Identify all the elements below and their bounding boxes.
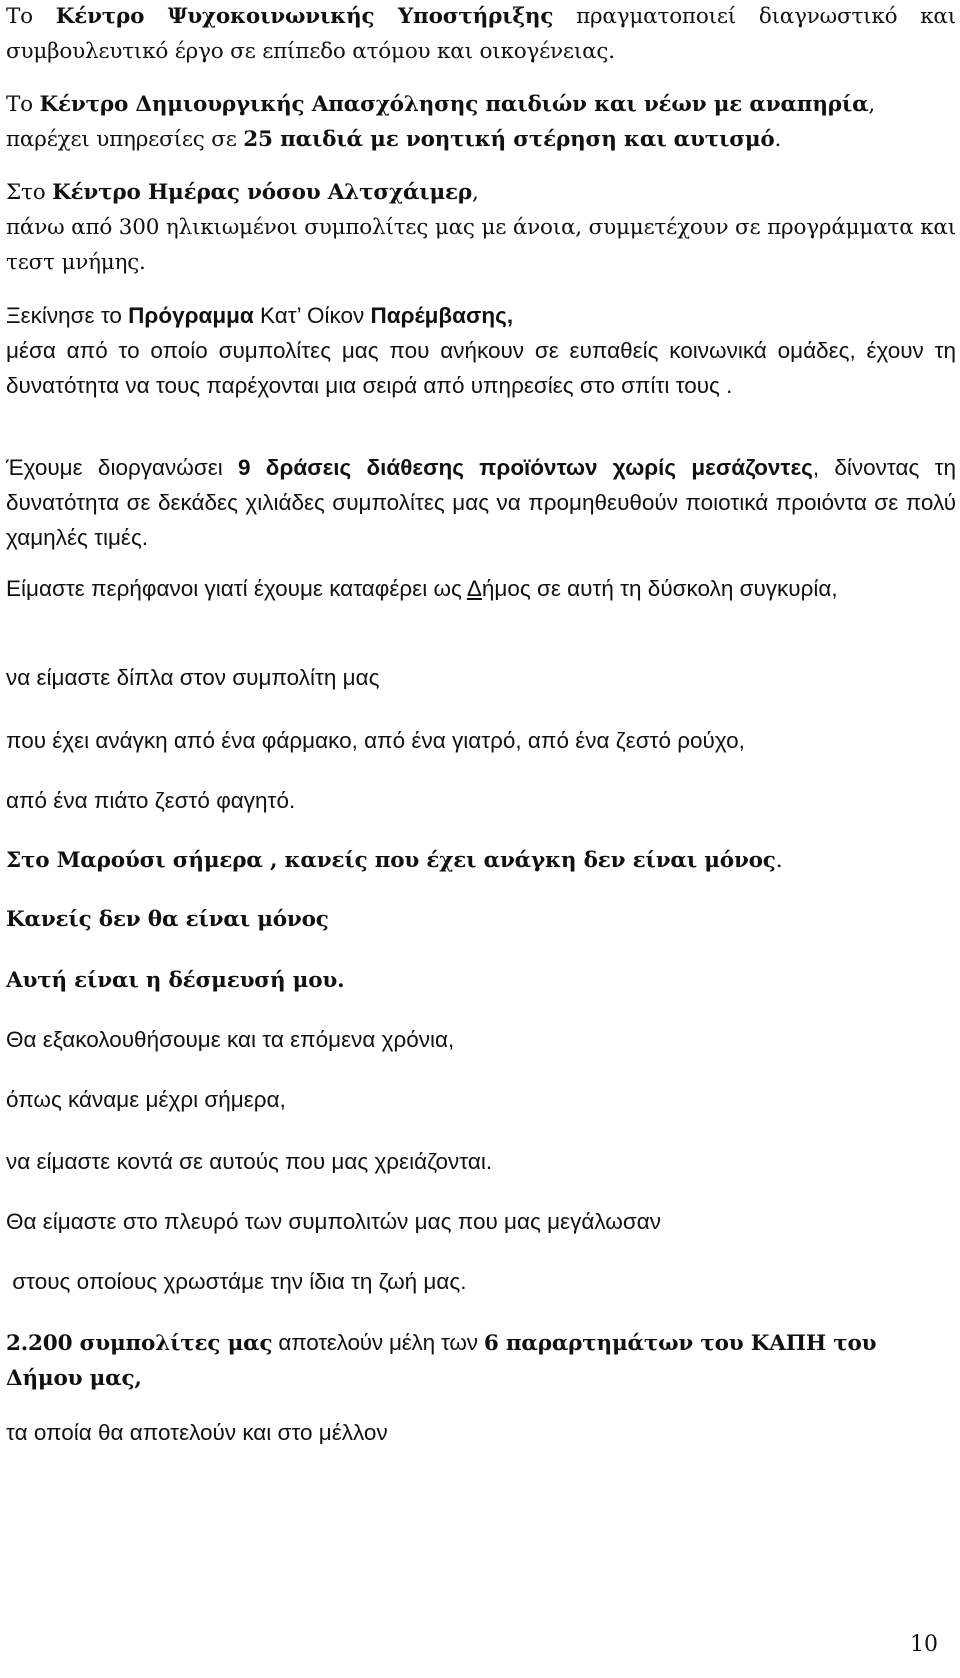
bold-text: Παρέμβασης, <box>370 303 514 328</box>
text-run: Στο <box>6 180 53 205</box>
paragraph-line <box>6 902 956 937</box>
text-run: στους οποίους χρωστάμε την ίδια τη ζωή μας. <box>6 1269 467 1294</box>
paragraph-kapi-members <box>6 1325 956 1396</box>
bold-text: Κέντρο Δημιουργικής Απασχόλησης παιδιών και νέων με αναπηρία <box>39 92 869 117</box>
paragraph-psychosocial-center <box>6 0 956 69</box>
text-run: , παρέχει υπηρεσίες σε <box>6 92 876 152</box>
paragraph-alzheimer-center <box>6 175 956 280</box>
text-run: πραγματοποιεί διαγνωστικό και συμβουλευτικό έργο σε επίπεδο ατόμου και οικογένειας. <box>6 4 956 64</box>
paragraph-creative-center <box>6 87 956 157</box>
text-run: Είμαστε περήφανοι γιατί έχουμε καταφέρει ως <box>6 576 467 601</box>
bold-text: Αυτή είναι η δέσμευσή μου. <box>6 968 345 993</box>
text-run: , <box>472 180 479 205</box>
text-run: ήμος σε αυτή τη δύσκολη συγκυρία, <box>481 576 838 601</box>
paragraph-line: που έχει ανάγκη από ένα φάρμακο, από ένα γιατρό, από ένα ζεστό ρούχο, <box>6 728 745 753</box>
bold-text: 25 παιδιά με νοητική στέρηση και αυτισμό <box>243 127 775 152</box>
paragraph-line <box>6 1264 956 1299</box>
text-run: . <box>775 848 783 873</box>
text-run: , δίνοντας τη δυνατότητα σε δεκάδες χιλιάδες συμπολίτες μας να προμηθευθούν ποιοτικά προιόντα σε πολύ χαμηλές τιμές. <box>6 455 956 550</box>
text-run: αποτελούν μέλη των <box>272 1330 484 1355</box>
text-run: μέσα από το οποίο συμπολίτες μας που ανήκουν σε ευπαθείς κοινωνικά ομάδες, έχουν τη δυνατότητα να τους παρέχονται μια σειρά από υπηρεσίες στο σπίτι τους . <box>6 338 956 398</box>
text-run: Το <box>6 92 40 117</box>
paragraph-line: να είμαστε κοντά σε αυτούς που μας χρειάζονται. <box>6 1149 493 1174</box>
paragraph-proud <box>6 571 956 606</box>
text-run: . <box>774 127 782 152</box>
paragraph-line: τα οποία θα αποτελούν και στο μέλλον <box>6 1420 388 1445</box>
text-run: Ξεκίνησε το <box>6 303 129 328</box>
text-run: Το <box>6 4 56 29</box>
bold-text: 6 παραρτημάτων του ΚΑΠΗ του Δήμου μας, <box>6 1331 877 1391</box>
bold-text: Κέντρο Ημέρας νόσου Αλτσχάιμερ <box>52 180 473 205</box>
paragraph-line: Θα εξακολουθήσουμε και τα επόμενα χρόνια, <box>6 1027 455 1052</box>
paragraph-product-distribution <box>6 450 956 555</box>
paragraph-line: να είμαστε δίπλα στον συμπολίτη μας <box>6 665 380 690</box>
page-number: 10 <box>910 1632 938 1657</box>
text-run: Έχουμε διοργανώσει <box>6 455 239 480</box>
paragraph-line: Θα είμαστε στο πλευρό των συμπολιτών μας που μας μεγάλωσαν <box>6 1209 661 1234</box>
bold-text: Πρόγραμμα <box>128 303 254 328</box>
underlined-text: Δ <box>466 576 482 601</box>
paragraph-nobody-alone <box>6 843 956 878</box>
bold-text: Στο Μαρούσι σήμερα , κανείς που έχει ανάγκη δεν είναι μόνος <box>6 848 776 873</box>
bold-text: 2.200 συμπολίτες μας <box>6 1331 273 1356</box>
bold-text: 9 δράσεις διάθεσης προϊόντων χωρίς μεσάζοντες <box>238 455 813 480</box>
bold-text: Κέντρο Ψυχοκοινωνικής Υποστήριξης <box>55 4 554 29</box>
text-run: Κατ’ Οίκον <box>253 303 371 328</box>
paragraph-line: όπως κάναμε μέχρι σήμερα, <box>6 1087 286 1112</box>
paragraph-commitment <box>6 963 956 998</box>
text-run: πάνω από 300 ηλικιωμένοι συμπολίτες μας με άνοια, συμμετέχουν σε προγράμματα και τεστ μνήμης. <box>6 215 956 275</box>
paragraph-line: από ένα πιάτο ζεστό φαγητό. <box>6 788 296 813</box>
paragraph-home-care-program <box>6 298 956 403</box>
bold-text: Κανείς δεν θα είναι μόνος <box>6 907 329 932</box>
